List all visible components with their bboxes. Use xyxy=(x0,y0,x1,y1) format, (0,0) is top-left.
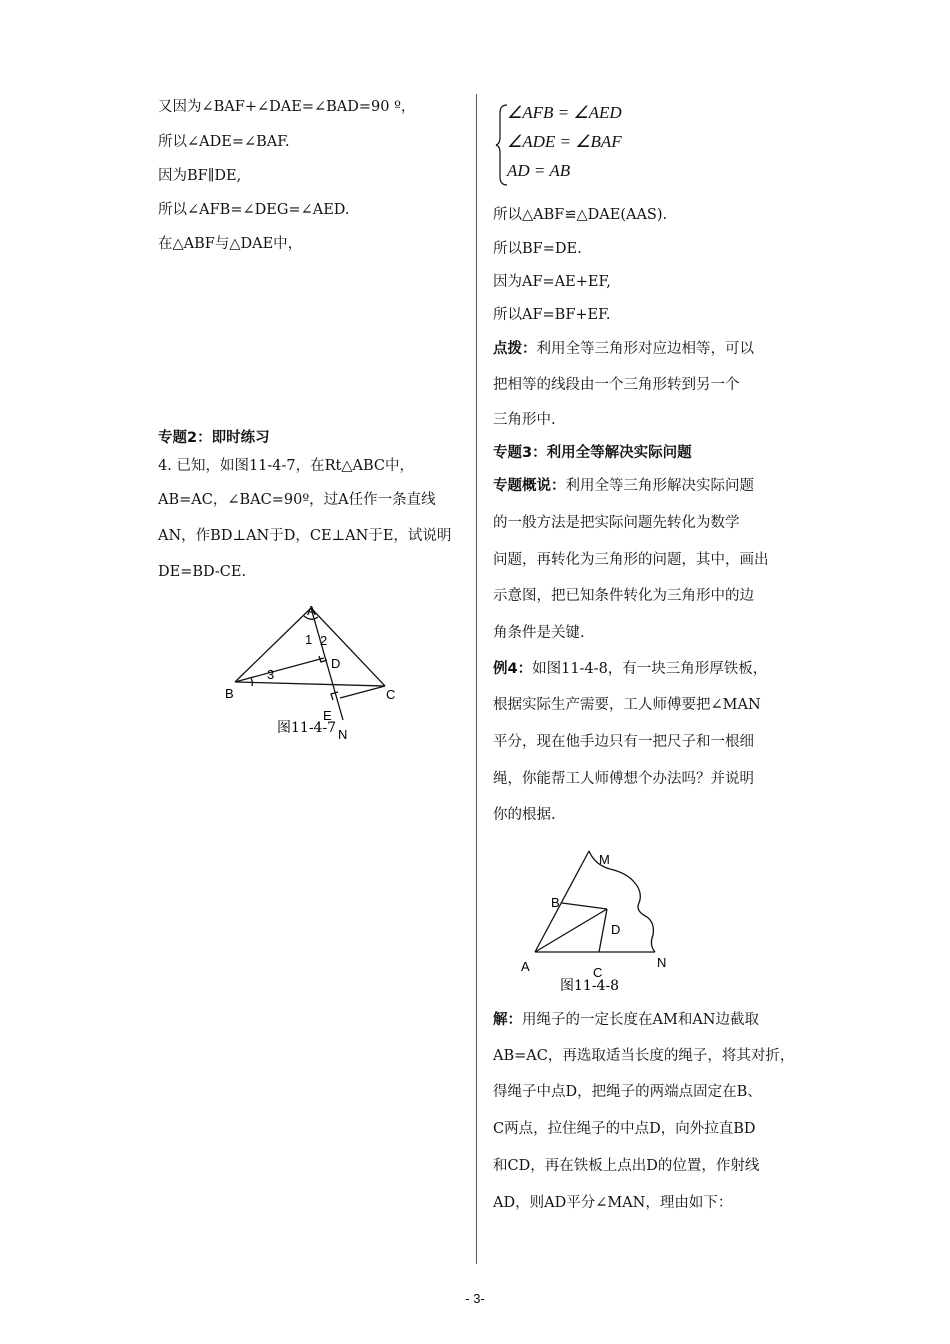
proof-line: 所以△ABF≌△DAE(AAS). xyxy=(493,207,668,223)
segment-bd xyxy=(235,658,324,682)
text-line: 所以∠AFB=∠DEG=∠AED. xyxy=(158,202,350,218)
label-angle-1: 1 xyxy=(305,632,313,647)
tip-label: 点拨： xyxy=(493,341,537,357)
tip-line: 把相等的线段由一个三角形转到另一个 xyxy=(493,377,740,393)
overview-line: 的一般方法是把实际问题先转化为数学 xyxy=(493,515,740,531)
text-line: 在△ABF与△DAE中， xyxy=(158,236,303,252)
label-b: B xyxy=(225,686,234,701)
equation-line: ∠AFB = ∠AED xyxy=(507,103,622,122)
problem4-line: AB=AC，∠BAC=90º，过A任作一条直线 xyxy=(158,492,436,508)
segment-ce xyxy=(340,686,385,698)
solution-line: 得绳子中点D，把绳子的两端点固定在B、 xyxy=(493,1084,762,1100)
problem4-line: DE=BD-CE. xyxy=(158,564,247,580)
proof-line: 所以AF=BF+EF. xyxy=(493,307,611,323)
topic3-heading: 专题3：利用全等解决实际问题 xyxy=(493,445,692,461)
label-m: M xyxy=(599,852,610,867)
tip-line: 点拨：利用全等三角形对应边相等，可以 xyxy=(493,341,754,357)
text-line: 因为BF∥DE, xyxy=(158,168,242,184)
example-label: 例4： xyxy=(493,661,533,677)
segment-bc xyxy=(235,682,385,686)
problem4-line: AN，作BD⊥AN于D，CE⊥AN于E，试说明 xyxy=(158,528,452,544)
proof-line: 所以BF=DE. xyxy=(493,241,582,257)
label-d: D xyxy=(331,656,341,671)
label-c: C xyxy=(593,965,603,980)
solution-line: 解：用绳子的一定长度在AM和AN边截取 xyxy=(493,1012,759,1028)
label-n: N xyxy=(657,955,667,970)
text-line: 又因为∠BAF+∠DAE=∠BAD=90 º， xyxy=(158,99,416,115)
side-am xyxy=(535,851,589,952)
segment-bd xyxy=(562,903,607,909)
proof-line: 因为AF=AE+EF, xyxy=(493,274,611,290)
solution-line: AD，则AD平分∠MAN，理由如下： xyxy=(493,1195,733,1211)
example-line: 你的根据. xyxy=(493,807,556,823)
segment-dc xyxy=(599,909,607,952)
overview-line: 示意图，把已知条件转化为三角形中的边 xyxy=(493,588,754,604)
overview-line: 角条件是关键. xyxy=(493,625,585,641)
example-line: 绳，你能帮工人师傅想个办法吗？并说明 xyxy=(493,771,754,787)
figure-11-4-8 xyxy=(515,845,675,995)
solution-line: C两点，拉住绳子的中点D，向外拉直BD xyxy=(493,1121,756,1137)
text-line: 所以∠ADE=∠BAF. xyxy=(158,134,290,150)
example-line: 根据实际生产需要，工人师傅要把∠MAN xyxy=(493,697,761,713)
overview-line: 问题，再转化为三角形的问题，其中，画出 xyxy=(493,552,769,568)
equation-line: ∠ADE = ∠BAF xyxy=(507,132,622,151)
label-a: A xyxy=(521,959,530,974)
label-b: B xyxy=(551,895,560,910)
figure-caption: 图11-4-7 xyxy=(277,720,337,736)
solution-label: 解： xyxy=(493,1012,522,1028)
label-angle-2: 2 xyxy=(320,633,328,648)
example-line: 平分，现在他手边只有一把尺子和一根细 xyxy=(493,734,754,750)
column-divider xyxy=(476,94,477,1264)
label-a: A xyxy=(307,603,316,618)
overview-label: 专题概说： xyxy=(493,478,566,494)
tip-line: 三角形中. xyxy=(493,412,556,428)
label-c: C xyxy=(386,687,396,702)
label-angle-3: 3 xyxy=(267,667,275,682)
topic2-heading: 专题2：即时练习 xyxy=(158,430,270,446)
solution-line: AB=AC，再选取适当长度的绳子，将其对折， xyxy=(493,1048,795,1064)
page-number: - 3- xyxy=(465,1291,485,1306)
figure-caption: 图11-4-8 xyxy=(560,978,620,994)
label-d: D xyxy=(611,922,621,937)
overview-line: 专题概说：利用全等三角形解决实际问题 xyxy=(493,478,754,494)
label-n: N xyxy=(338,727,348,742)
solution-line: 和CD，再在铁板上点出D的位置，作射线 xyxy=(493,1158,760,1174)
example-line: 例4：如图11-4-8，有一块三角形厚铁板， xyxy=(493,661,768,677)
problem4-line: 4. 已知，如图11-4-7，在Rt△ABC中， xyxy=(158,458,415,474)
label-e: E xyxy=(323,708,332,723)
figure-11-4-7 xyxy=(215,598,415,748)
equation-line: AD = AB xyxy=(507,161,571,180)
